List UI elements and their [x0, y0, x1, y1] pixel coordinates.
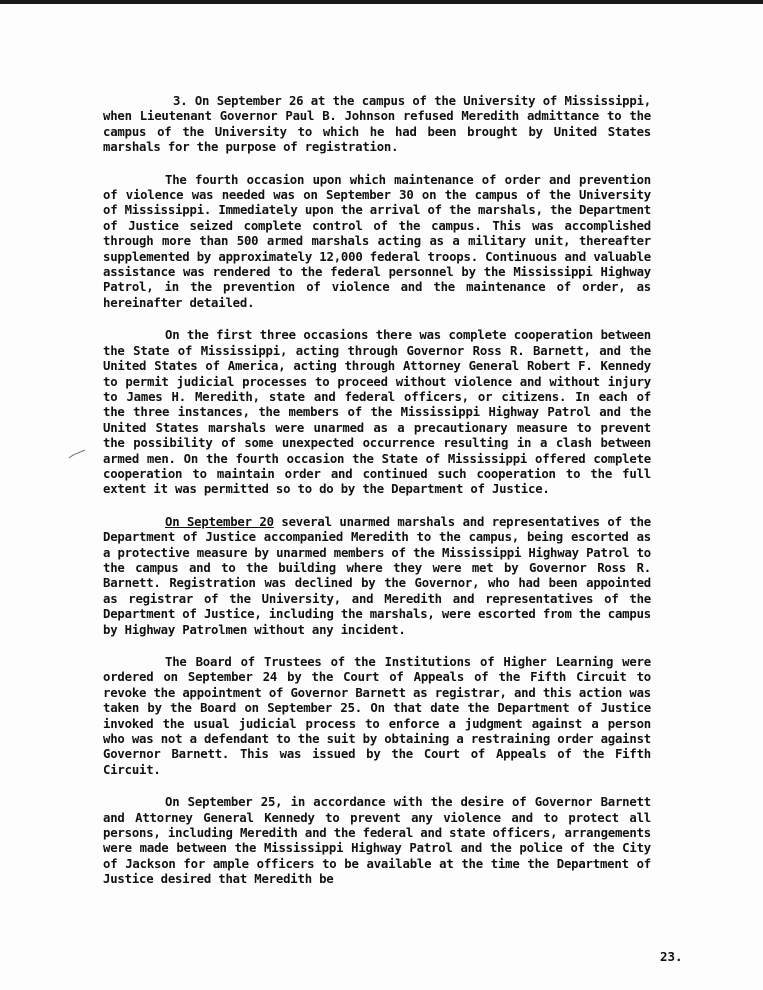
paragraph-3: On the first three occasions there was complete cooperation between the State of Mississippi, acting through Governor Ross R. Barnett, and the United States of America, acting through Attorney General Robert F. Kennedy to permit judicial processes to proceed without violence and without injury to James H. Meredith, state and federal officers, or citizens. In each of the three instances, the members of the Mississippi Highway Patrol and the United States marshals were unarmed as a precautionary measure to prevent the possibility of some unexpected occurrence resulting in a clash between armed men. On the fourth occasion the State of Mississippi offered complete cooperation to maintain order and continued such cooperation to the full extent it was permitted so to do by the Department of Justice. — [103, 328, 651, 497]
paragraph-2: The fourth occasion upon which maintenance of order and prevention of violence was needed was on September 30 on the campus of the University of Mississippi. Immediately upon the arrival of the marshals, the Department of Justice seized complete control of the campus. This was accomplished through more than 500 armed marshals acting as a military unit, thereafter supplemented by approximately 12,000 federal troops. Continuous and valuable assistance was rendered to the federal personnel by the Mississippi Highway Patrol, in the prevention of violence and the maintenance of order, as hereinafter detailed. — [103, 172, 651, 310]
paragraph-4-date: On September 20 — [165, 514, 274, 529]
margin-pencil-mark — [68, 448, 86, 460]
page-number: 23. — [660, 949, 683, 964]
paragraph-1: 3. On September 26 at the campus of the University of Mississippi, when Lieutenant Governor Paul B. Johnson refused Meredith admittance to the campus of the University to which he had been brought by United States marshals for the purpose of registration. — [103, 94, 651, 155]
paragraph-6: On September 25, in accordance with the desire of Governor Barnett and Attorney General Kennedy to prevent any violence and to protect all persons, including Meredith and the federal and state officers, arrangements were made between the Mississippi Highway Patrol and the police of the City of Jackson for ample officers to be available at the time the Department of Justice desired that Meredith be — [103, 795, 651, 887]
document-body — [103, 94, 651, 905]
scan-top-edge — [0, 0, 763, 4]
paragraph-4 — [103, 515, 651, 638]
paragraph-4-text: several unarmed marshals and representatives of the Department of Justice accompanied Meredith to the campus, being escorted as a protective measure by unarmed members of the Mississippi Highway Patrol to the campus and to the building where they were met by Governor Ross R. Barnett. Registration was declined by the Governor, who had been appointed as registrar of the University, and Meredith and representatives of the Department of Justice, including the marshals, were escorted from the campus by Highway Patrolmen without any incident. — [103, 514, 651, 637]
paragraph-5: The Board of Trustees of the Institutions of Higher Learning were ordered on September 24 by the Court of Appeals of the Fifth Circuit to revoke the appointment of Governor Barnett as registrar, and this action was taken by the Board on September 25. On that date the Department of Justice invoked the usual judicial process to enforce a judgment against a person who was not a defendant to the suit by obtaining a restraining order against Governor Barnett. This was issued by the Court of Appeals of the Fifth Circuit. — [103, 655, 651, 777]
